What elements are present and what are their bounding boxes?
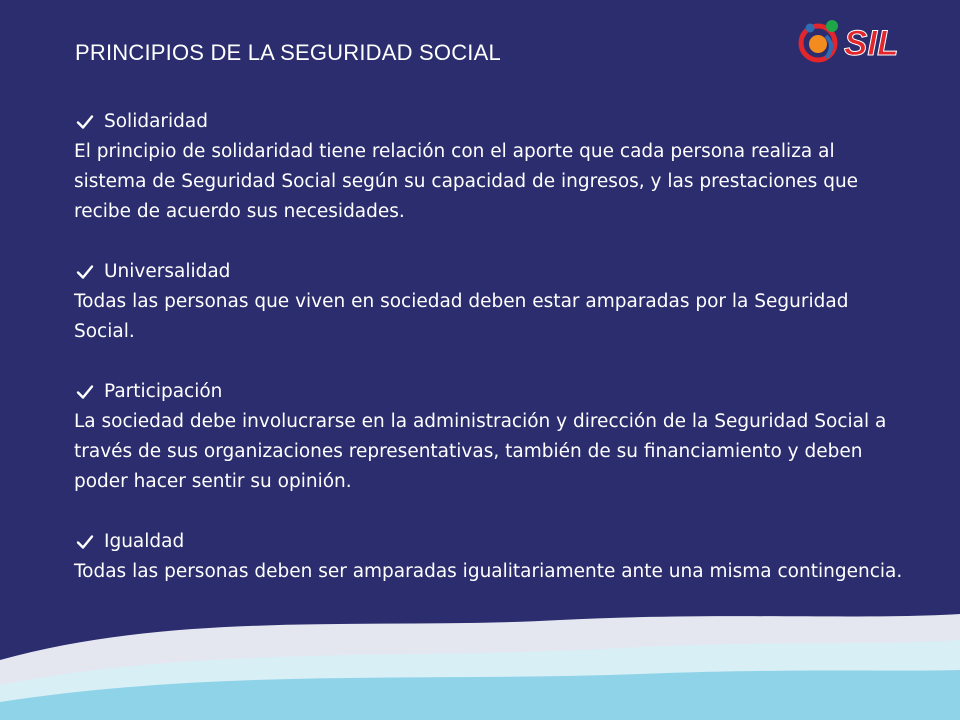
principle-name: Participación <box>104 381 223 402</box>
principle-heading <box>74 527 904 557</box>
principle-heading <box>74 377 904 407</box>
principle-description: La sociedad debe involucrarse en la administración y dirección de la Seguridad Social a través de sus organizaciones representativas, también de su financiamiento y deben poder hacer sentir su opinión. <box>74 411 887 492</box>
logo-figure-blue <box>806 24 815 33</box>
principle-description: Todas las personas deben ser amparadas igualitariamente ante una misma contingencia. <box>74 561 903 582</box>
logo-figure-orange <box>809 35 827 53</box>
principle-name: Universalidad <box>104 261 231 282</box>
checkmark-icon <box>76 264 96 280</box>
logo-text: SIL <box>844 24 899 63</box>
principle-item <box>74 377 904 497</box>
principle-heading <box>74 107 904 137</box>
principle-name: Igualdad <box>104 531 185 552</box>
principle-description: El principio de solidaridad tiene relación con el aporte que cada persona realiza al sistema de Seguridad Social según su capacidad de ingresos, y las prestaciones que recibe de acuerdo sus necesidades. <box>74 141 859 222</box>
principle-description: Todas las personas que viven en sociedad deben estar amparadas por la Seguridad Social. <box>74 291 849 342</box>
sil-logo-graphic <box>796 16 938 66</box>
principle-heading <box>74 257 904 287</box>
checkmark-icon <box>76 384 96 400</box>
sil-logo <box>796 16 938 66</box>
logo-arc <box>826 36 831 58</box>
principle-name: Solidaridad <box>104 111 208 132</box>
principle-item <box>74 107 904 227</box>
principles-list <box>74 107 904 617</box>
bottom-wave-decoration <box>0 590 960 720</box>
logo-figure-green <box>826 20 838 32</box>
checkmark-icon <box>76 114 96 130</box>
principle-item <box>74 527 904 587</box>
slide-title: PRINCIPIOS DE LA SEGURIDAD SOCIAL <box>75 40 501 65</box>
principle-item <box>74 257 904 347</box>
checkmark-icon <box>76 534 96 550</box>
